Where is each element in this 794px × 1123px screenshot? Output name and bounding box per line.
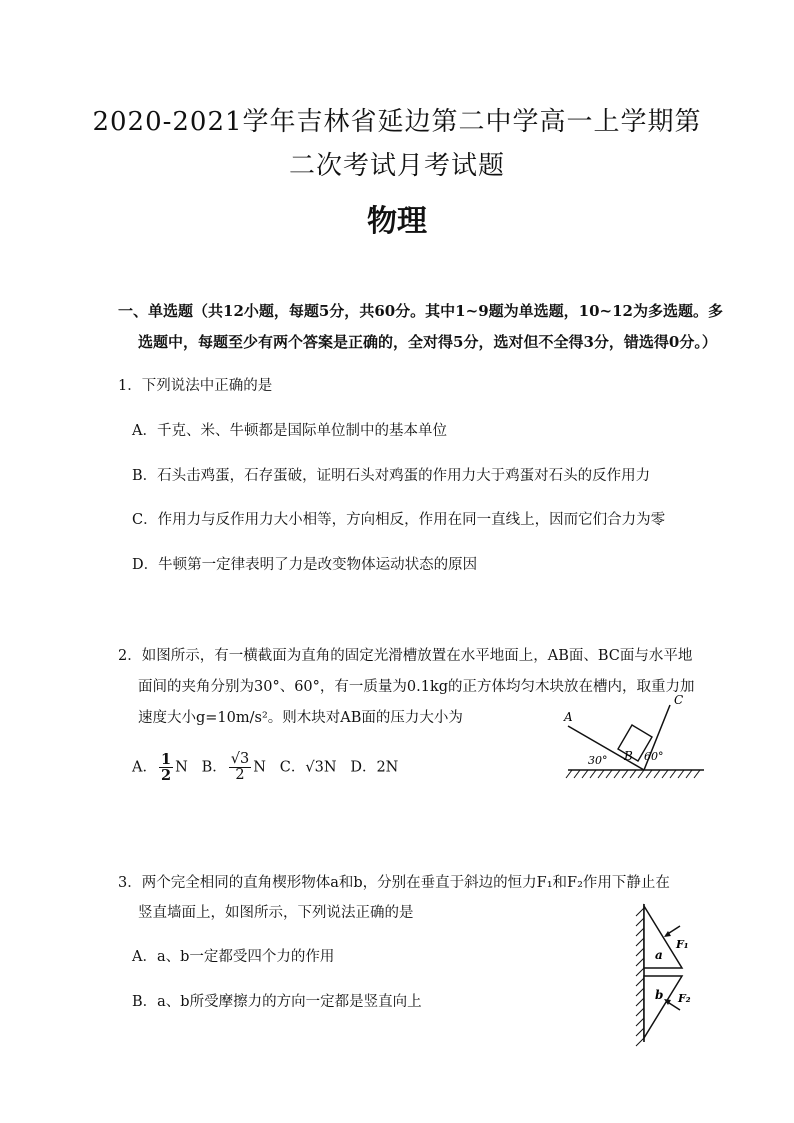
wedge-a [644,906,682,968]
q2-option-a-num: 1 [160,751,172,768]
question-3-line2: 竖直墙面上，如图所示，下列说法正确的是 [138,905,414,921]
q2-option-b-label: B． [201,759,227,776]
q1-option-b: B．石头击鸡蛋，石存蛋破，证明石头对鸡蛋的作用力大于鸡蛋对石头的反作用力 [132,468,651,484]
q2-option-b-unit: N [253,759,266,776]
q2-option-c-label: C． [279,759,306,776]
label-f2: F₂ [678,992,691,1005]
q2-option-c-value: √3 [305,759,324,776]
q2-option-a-label: A． [132,759,157,776]
q1-option-d: D．牛顿第一定律表明了力是改变物体运动状态的原因 [132,557,478,573]
label-wedge-a: a [655,948,663,962]
question-2-line2: 面间的夹角分别为30°、60°，有一质量为0.1kg的正方体均匀木块放在槽内，取重力加 [138,679,695,695]
section-heading-line1: 一、单选题（共12小题，每题5分，共60分。其中1~9题为单选题，10~12为多选题。多 [118,302,723,320]
question-2-line1: 2．如图所示，有一横截面为直角的固定光滑槽放置在水平地面上，AB面、BC面与水平地 [118,648,693,664]
doc-title-line1: 2020-2021学年吉林省延边第二中学高一上学期第 [92,107,702,137]
angle-60-label: 60° [644,750,664,763]
q1-option-a: A．千克、米、牛顿都是国际单位制中的基本单位 [132,423,447,439]
q1-option-c: C．作用力与反作用力大小相等，方向相反，作用在同一直线上，因而它们合力为零 [132,512,666,528]
q2-option-b-den: 2 [235,767,245,784]
label-b: B [624,749,633,763]
q2-option-c-unit: N [323,759,337,776]
label-a: A [564,710,573,724]
q2-option-a-den: 2 [160,767,172,785]
ground-hatch [566,770,700,778]
q2-groove-figure [560,688,710,788]
q2-option-b-fraction [229,752,251,783]
q2-options [132,752,398,783]
label-wedge-b: b [655,988,664,1002]
question-1-stem: 1．下列说法中正确的是 [118,378,273,394]
label-f1: F₁ [676,938,689,951]
doc-title-line2: 二次考试月考试题 [288,151,505,181]
doc-subject: 物理 [367,204,427,239]
question-3-line1: 3．两个完全相同的直角楔形物体a和b，分别在垂直于斜边的恒力F₁和F₂作用下静止在 [118,875,670,891]
angle-30-label: 30° [588,754,608,767]
section-heading-line2: 选题中，每题至少有两个答案是正确的，全对得5分，选对但不全得3分，错选得0分。） [138,333,717,351]
wall-hatch [636,908,644,1046]
q2-option-b-num: √3 [230,751,250,767]
q3-option-a: A．a、b一定都受四个力的作用 [132,949,335,965]
q2-option-a-unit: N [175,759,188,776]
q2-option-a-fraction [159,752,173,783]
q3-wedge-figure [620,898,710,1048]
question-2-line3: 速度大小g=10m/s²。则木块对AB面的压力大小为 [138,710,463,726]
q3-option-b: B．a、b所受摩擦力的方向一定都是竖直向上 [132,994,422,1010]
label-c: C [674,693,684,707]
q2-option-d: D．2N [350,759,399,776]
